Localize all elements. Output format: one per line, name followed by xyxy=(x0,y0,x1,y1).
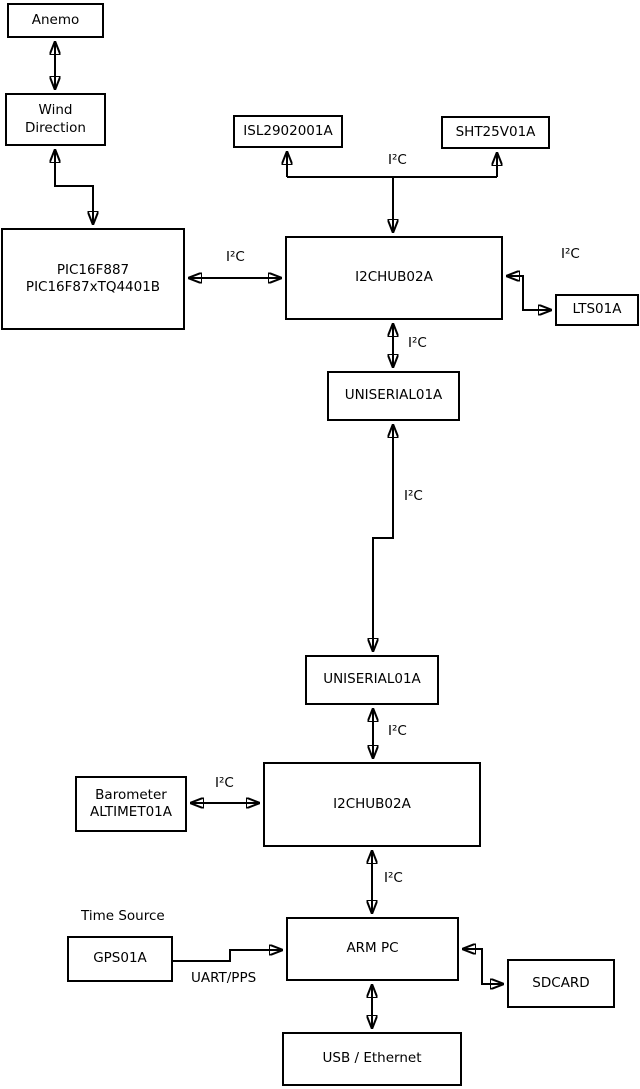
box-isl2902001a xyxy=(233,115,343,148)
connector-uniserial-top-uniserial-bottom xyxy=(373,425,393,651)
i2c-label-hub2-armpc: I²C xyxy=(384,870,403,886)
uart-pps-label: UART/PPS xyxy=(191,970,257,986)
i2c-label-uniserial-hub2: I²C xyxy=(388,723,407,739)
box-wind-direction-label-line1: Wind xyxy=(38,102,73,119)
box-i2chub-top-label: I2CHUB02A xyxy=(355,269,433,286)
box-arm-pc-label: ARM PC xyxy=(346,940,399,957)
i2c-label-branch: I²C xyxy=(388,152,407,168)
box-wind-direction-label-line2: Direction xyxy=(25,119,86,136)
connector-gps-armpc xyxy=(173,950,282,961)
box-lts01a xyxy=(555,294,639,326)
box-arm-pc xyxy=(286,917,459,981)
box-barometer-label-line2: ALTIMET01A xyxy=(90,804,172,820)
box-barometer-label-line1: Barometer xyxy=(95,786,167,803)
i2c-label-pic-hub: I²C xyxy=(226,249,245,265)
box-i2chub-bottom-label: I2CHUB02A xyxy=(333,795,411,812)
box-gps01a-label: GPS01A xyxy=(93,950,147,967)
connector-armpc-sdcard xyxy=(463,949,503,984)
box-uniserial-bottom-label: UNISERIAL01A xyxy=(323,671,421,688)
box-isl2902001a-label: ISL2902001A xyxy=(243,122,333,139)
box-sht25v01a xyxy=(441,116,550,149)
box-pic-label-line1: PIC16F887 xyxy=(56,261,130,278)
time-source-label: Time Source xyxy=(81,908,165,924)
connector-wind-pic xyxy=(55,150,93,224)
box-uniserial-top-label: UNISERIAL01A xyxy=(344,387,443,404)
box-wind-direction xyxy=(5,93,106,146)
box-sdcard-label: SDCARD xyxy=(532,974,590,991)
box-uniserial-top xyxy=(327,371,460,421)
box-usb-ethernet xyxy=(282,1032,462,1086)
box-barometer xyxy=(75,776,187,832)
i2c-label-long-link: I²C xyxy=(404,488,423,504)
box-lts01a-label: LTS01A xyxy=(572,301,622,318)
box-usb-ethernet-label: USB / Ethernet xyxy=(322,1050,422,1067)
box-i2chub-top xyxy=(285,236,503,320)
i2c-label-hub-uniserial: I²C xyxy=(408,335,427,351)
box-gps01a xyxy=(67,936,173,982)
i2c-label-barometer-hub2: I²C xyxy=(215,775,234,791)
box-pic xyxy=(1,228,185,330)
box-pic-label-line2: PIC16F87xTQ4401B xyxy=(25,279,161,295)
box-anemo-label: Anemo xyxy=(31,11,80,28)
i2c-label-hub-lts: I²C xyxy=(561,246,580,262)
box-i2chub-bottom xyxy=(263,762,481,847)
box-anemo xyxy=(7,3,104,38)
box-sht25v01a-label: SHT25V01A xyxy=(455,123,536,140)
box-sdcard xyxy=(507,959,615,1008)
box-uniserial-bottom xyxy=(305,655,439,705)
connector-i2chub-top-lts xyxy=(507,276,551,310)
